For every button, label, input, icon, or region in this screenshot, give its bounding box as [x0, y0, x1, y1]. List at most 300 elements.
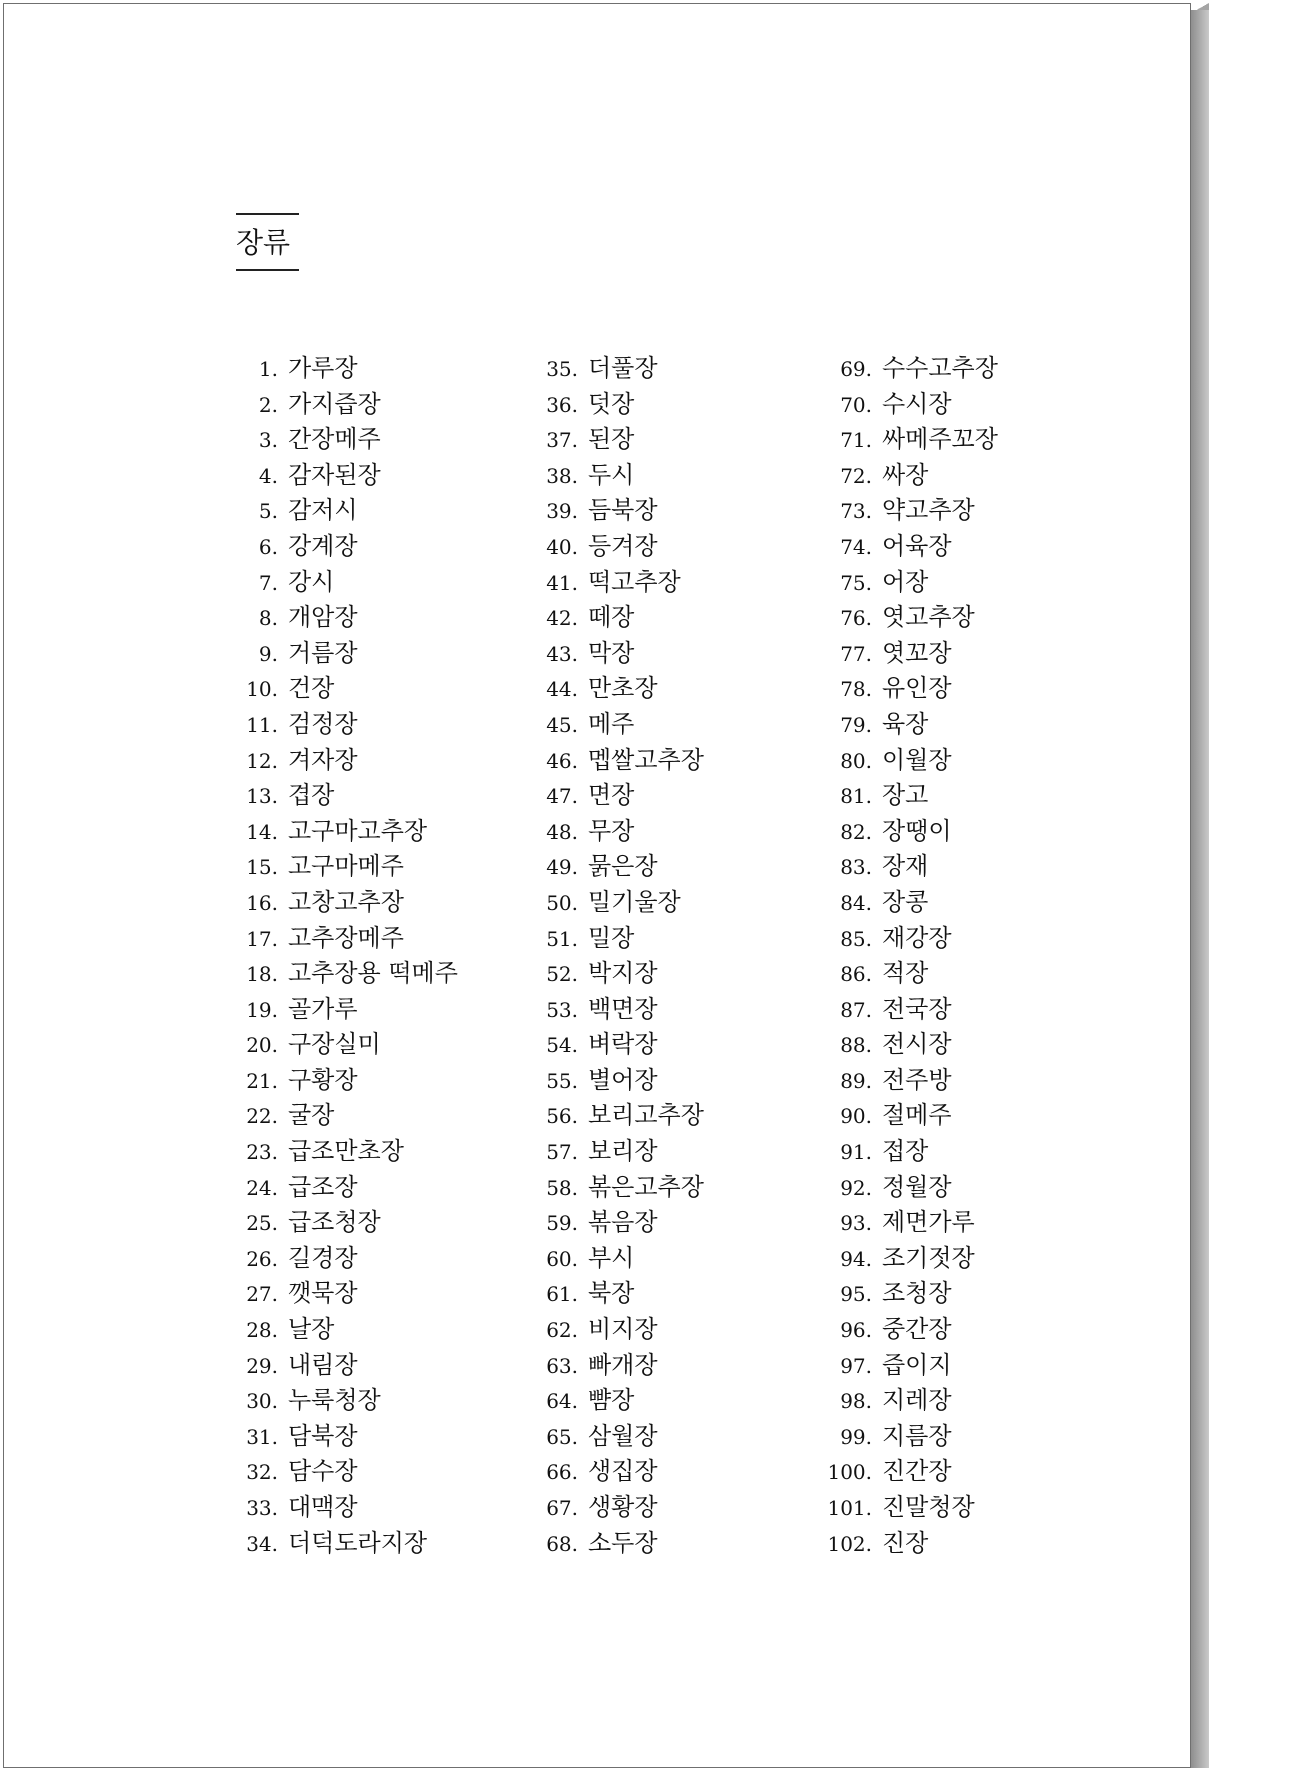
list-column-3 — [826, 351, 998, 1561]
list-item — [532, 493, 704, 529]
list-item — [532, 1063, 704, 1099]
item-name: 백면장 — [588, 994, 658, 1023]
item-name: 조청장 — [882, 1279, 952, 1308]
list-item — [826, 422, 998, 458]
item-number: 6. — [258, 534, 278, 559]
item-number: 7. — [258, 570, 278, 595]
item-name: 등겨장 — [588, 531, 658, 560]
list-item — [232, 921, 458, 957]
item-name: 지름장 — [882, 1421, 952, 1450]
item-name: 고구마고추장 — [288, 816, 428, 845]
list-item — [232, 956, 458, 992]
list-item — [826, 1490, 998, 1526]
item-name: 정월장 — [882, 1172, 952, 1201]
item-number: 18. — [246, 962, 278, 987]
list-item — [232, 1241, 458, 1277]
item-number: 82. — [840, 819, 872, 844]
list-item — [826, 1276, 998, 1312]
list-item — [232, 1490, 458, 1526]
item-number: 92. — [840, 1175, 872, 1200]
item-number: 80. — [840, 748, 872, 773]
list-item — [826, 921, 998, 957]
item-number: 78. — [840, 677, 872, 702]
list-item — [232, 1383, 458, 1419]
item-number: 57. — [546, 1140, 578, 1165]
list-item — [826, 992, 998, 1028]
list-item — [232, 707, 458, 743]
list-item — [232, 1312, 458, 1348]
list-item — [532, 1490, 704, 1526]
item-name: 가루장 — [288, 354, 358, 382]
list-item — [532, 1383, 704, 1419]
item-number: 85. — [840, 926, 872, 951]
item-number: 13. — [246, 784, 278, 809]
item-number: 89. — [840, 1068, 872, 1093]
item-number: 87. — [840, 997, 872, 1022]
item-number: 79. — [840, 712, 872, 737]
item-name: 급조장 — [288, 1172, 358, 1201]
list-item — [532, 1419, 704, 1455]
item-name: 재강장 — [882, 923, 952, 952]
item-name: 벼락장 — [588, 1030, 658, 1059]
item-name: 싸메주꼬장 — [882, 425, 998, 454]
list-item — [232, 600, 458, 636]
item-number: 95. — [840, 1282, 872, 1307]
item-number: 52. — [546, 962, 578, 987]
item-number: 32. — [246, 1460, 278, 1485]
list-item — [826, 1419, 998, 1455]
item-number: 64. — [546, 1389, 578, 1414]
list-item — [826, 600, 998, 636]
item-number: 99. — [840, 1424, 872, 1449]
list-item — [826, 743, 998, 779]
list-item — [532, 814, 704, 850]
item-number: 27. — [246, 1282, 278, 1307]
item-name: 뺨장 — [588, 1386, 635, 1415]
item-name: 밀장 — [588, 923, 635, 952]
list-item — [826, 814, 998, 850]
item-name: 조기젓장 — [882, 1243, 975, 1272]
item-name: 싸장 — [882, 460, 929, 489]
item-name: 묽은장 — [588, 852, 658, 881]
item-name: 중간장 — [882, 1315, 952, 1344]
list-item — [232, 992, 458, 1028]
item-name: 날장 — [288, 1315, 335, 1344]
item-name: 부시 — [588, 1243, 635, 1272]
list-item — [532, 529, 704, 565]
item-number: 14. — [246, 819, 278, 844]
item-name: 장재 — [882, 852, 929, 881]
list-item — [532, 387, 704, 423]
list-item — [532, 1098, 704, 1134]
item-number: 44. — [546, 677, 578, 702]
item-name: 면장 — [588, 781, 635, 810]
item-number: 33. — [246, 1496, 278, 1520]
item-number: 51. — [546, 926, 578, 951]
list-item — [232, 1098, 458, 1134]
item-number: 26. — [246, 1246, 278, 1271]
item-name: 내림장 — [288, 1350, 358, 1379]
item-number: 11. — [246, 712, 278, 737]
list-item — [532, 422, 704, 458]
list-item — [232, 1027, 458, 1063]
list-item — [232, 814, 458, 850]
item-name: 만초장 — [588, 674, 658, 703]
item-number: 58. — [546, 1175, 578, 1200]
list-item — [826, 1454, 998, 1490]
item-name: 덧장 — [588, 389, 635, 418]
item-name: 북장 — [588, 1279, 635, 1308]
list-item — [532, 1454, 704, 1490]
list-item — [532, 1312, 704, 1348]
item-name: 메주 — [588, 709, 635, 738]
list-item — [826, 1170, 998, 1206]
item-number: 88. — [840, 1033, 872, 1058]
item-name: 감자된장 — [288, 460, 381, 489]
list-item — [532, 956, 704, 992]
list-item — [532, 565, 704, 601]
list-item — [232, 1454, 458, 1490]
list-item — [826, 1063, 998, 1099]
item-number: 48. — [546, 819, 578, 844]
item-name: 겹장 — [288, 781, 335, 810]
item-number: 83. — [840, 855, 872, 880]
item-name: 보리장 — [588, 1137, 658, 1166]
item-number: 53. — [546, 997, 578, 1022]
item-name: 고창고추장 — [288, 887, 404, 916]
list-item — [826, 849, 998, 885]
item-number: 62. — [546, 1318, 578, 1343]
item-number: 28. — [246, 1318, 278, 1343]
list-item — [826, 1027, 998, 1063]
list-item — [826, 387, 998, 423]
item-number: 21. — [246, 1068, 278, 1093]
item-number: 16. — [246, 890, 278, 915]
item-name: 깻묵장 — [288, 1279, 358, 1308]
item-number: 70. — [840, 392, 872, 417]
item-name: 강계장 — [288, 531, 358, 560]
item-name: 절메주 — [882, 1101, 952, 1130]
item-number: 8. — [258, 606, 278, 631]
item-name: 별어장 — [588, 1065, 658, 1094]
list-item — [826, 1312, 998, 1348]
item-number: 31. — [246, 1424, 278, 1449]
item-name: 개암장 — [288, 603, 358, 632]
item-name: 엿고추장 — [882, 603, 975, 632]
list-item — [826, 636, 998, 672]
item-name: 약고추장 — [882, 496, 975, 525]
item-name: 떼장 — [588, 603, 635, 632]
item-name: 골가루 — [288, 994, 358, 1023]
list-item — [232, 671, 458, 707]
item-name: 누룩청장 — [288, 1386, 381, 1415]
item-number: 100. — [827, 1460, 872, 1485]
list-item — [532, 885, 704, 921]
item-number: 86. — [840, 962, 872, 987]
list-item — [232, 387, 458, 423]
item-name: 수시장 — [882, 389, 952, 418]
item-number: 54. — [546, 1033, 578, 1058]
item-number: 15. — [246, 855, 278, 880]
item-name: 적장 — [882, 959, 929, 988]
list-item — [532, 636, 704, 672]
item-name: 장땡이 — [882, 816, 952, 845]
item-number: 55. — [546, 1068, 578, 1093]
page-stack-shadow — [1191, 10, 1209, 1768]
item-number: 47. — [546, 784, 578, 809]
list-item — [232, 778, 458, 814]
item-name: 진장 — [882, 1528, 929, 1557]
list-item — [232, 1419, 458, 1455]
list-item — [232, 493, 458, 529]
item-name: 삼월장 — [588, 1421, 658, 1450]
item-number: 36. — [546, 392, 578, 417]
list-item — [826, 707, 998, 743]
item-number: 76. — [840, 606, 872, 631]
list-item — [532, 1276, 704, 1312]
item-number: 23. — [246, 1140, 278, 1165]
list-item — [532, 1170, 704, 1206]
section-title: 장류 — [236, 213, 299, 271]
item-name: 장고 — [882, 781, 929, 810]
item-number: 93. — [840, 1211, 872, 1236]
list-item — [232, 565, 458, 601]
item-number: 42. — [546, 606, 578, 631]
list-item — [532, 1241, 704, 1277]
item-name: 볶음장 — [588, 1208, 658, 1237]
list-item — [232, 849, 458, 885]
item-name: 두시 — [588, 460, 635, 489]
list-item — [232, 743, 458, 779]
list-item — [532, 351, 704, 387]
item-name: 대맥장 — [288, 1493, 358, 1521]
item-name: 더풀장 — [588, 354, 658, 382]
item-number: 67. — [546, 1496, 578, 1520]
item-name: 급조만초장 — [288, 1137, 404, 1166]
item-name: 보리고추장 — [588, 1101, 704, 1130]
list-item — [232, 1205, 458, 1241]
item-number: 81. — [840, 784, 872, 809]
item-name: 멥쌀고추장 — [588, 745, 704, 774]
item-name: 떡고추장 — [588, 567, 681, 596]
item-name: 어육장 — [882, 531, 952, 560]
item-number: 22. — [246, 1104, 278, 1129]
item-number: 24. — [246, 1175, 278, 1200]
list-item — [826, 565, 998, 601]
item-name: 듬북장 — [588, 496, 658, 525]
item-number: 43. — [546, 641, 578, 666]
item-name: 겨자장 — [288, 745, 358, 774]
item-name: 된장 — [588, 425, 635, 454]
list-item — [532, 458, 704, 494]
list-item — [532, 600, 704, 636]
item-number: 90. — [840, 1104, 872, 1129]
item-number: 30. — [246, 1389, 278, 1414]
item-name: 막장 — [588, 638, 635, 667]
list-item — [532, 743, 704, 779]
item-number: 84. — [840, 890, 872, 915]
item-number: 9. — [258, 641, 278, 666]
item-number: 19. — [246, 997, 278, 1022]
list-item — [826, 1205, 998, 1241]
item-name: 감저시 — [288, 496, 358, 525]
item-name: 지레장 — [882, 1386, 952, 1415]
list-item — [826, 493, 998, 529]
item-name: 담북장 — [288, 1421, 358, 1450]
item-number: 73. — [840, 499, 872, 524]
item-number: 25. — [246, 1211, 278, 1236]
list-item — [232, 458, 458, 494]
item-name: 볶은고추장 — [588, 1172, 704, 1201]
list-item — [232, 1134, 458, 1170]
list-item — [232, 1526, 458, 1562]
list-item — [532, 1027, 704, 1063]
item-name: 이월장 — [882, 745, 952, 774]
item-number: 20. — [246, 1033, 278, 1058]
item-name: 무장 — [588, 816, 635, 845]
list-item — [826, 1098, 998, 1134]
list-item — [232, 1276, 458, 1312]
item-name: 검정장 — [288, 709, 358, 738]
item-name: 생집장 — [588, 1457, 658, 1486]
item-number: 77. — [840, 641, 872, 666]
list-item — [532, 671, 704, 707]
list-item — [232, 636, 458, 672]
list-item — [232, 1348, 458, 1384]
list-item — [532, 707, 704, 743]
item-number: 49. — [546, 855, 578, 880]
list-column-1 — [232, 351, 458, 1561]
list-item — [826, 1241, 998, 1277]
item-name: 전시장 — [882, 1030, 952, 1059]
item-name: 고추장용 떡메주 — [288, 959, 458, 988]
item-name: 접장 — [882, 1137, 929, 1166]
item-number: 46. — [546, 748, 578, 773]
item-name: 더덕도라지장 — [288, 1528, 428, 1557]
list-item — [232, 1063, 458, 1099]
item-name: 밀기울장 — [588, 887, 681, 916]
item-name: 제면가루 — [882, 1208, 975, 1237]
item-number: 71. — [840, 428, 872, 453]
item-name: 급조청장 — [288, 1208, 381, 1237]
item-number: 34. — [246, 1531, 278, 1556]
item-number: 69. — [840, 357, 872, 381]
list-item — [532, 849, 704, 885]
item-name: 고추장메주 — [288, 923, 404, 952]
list-item — [826, 1526, 998, 1562]
item-name: 강시 — [288, 567, 335, 596]
item-name: 육장 — [882, 709, 929, 738]
item-name: 간장메주 — [288, 425, 381, 454]
item-number: 91. — [840, 1140, 872, 1165]
list-item — [232, 529, 458, 565]
list-item — [232, 422, 458, 458]
item-number: 10. — [246, 677, 278, 702]
item-name: 건장 — [288, 674, 335, 703]
item-name: 전국장 — [882, 994, 952, 1023]
item-number: 56. — [546, 1104, 578, 1129]
item-name: 어장 — [882, 567, 929, 596]
item-number: 29. — [246, 1353, 278, 1378]
item-number: 74. — [840, 534, 872, 559]
list-item — [826, 351, 998, 387]
item-number: 37. — [546, 428, 578, 453]
list-item — [532, 1348, 704, 1384]
item-number: 5. — [258, 499, 278, 524]
item-number: 41. — [546, 570, 578, 595]
item-name: 고구마메주 — [288, 852, 404, 881]
item-number: 101. — [827, 1496, 872, 1520]
list-column-2 — [532, 351, 704, 1561]
item-name: 진간장 — [882, 1457, 952, 1486]
item-number: 102. — [827, 1531, 872, 1556]
item-number: 40. — [546, 534, 578, 559]
item-name: 길경장 — [288, 1243, 358, 1272]
item-name: 담수장 — [288, 1457, 358, 1486]
item-number: 12. — [246, 748, 278, 773]
list-item — [826, 956, 998, 992]
item-name: 장콩 — [882, 887, 929, 916]
item-name: 전주방 — [882, 1065, 952, 1094]
item-number: 3. — [258, 428, 278, 453]
list-item — [826, 1348, 998, 1384]
item-number: 17. — [246, 926, 278, 951]
item-name: 진말청장 — [882, 1493, 975, 1521]
list-item — [826, 1383, 998, 1419]
item-number: 75. — [840, 570, 872, 595]
document-page — [3, 3, 1191, 1768]
item-number: 61. — [546, 1282, 578, 1307]
item-name: 수수고추장 — [882, 354, 998, 382]
item-number: 35. — [546, 357, 578, 381]
list-item — [532, 778, 704, 814]
list-item — [232, 1170, 458, 1206]
item-name: 즙이지 — [882, 1350, 952, 1379]
item-number: 45. — [546, 712, 578, 737]
item-number: 2. — [258, 392, 278, 417]
list-item — [826, 671, 998, 707]
item-name: 비지장 — [588, 1315, 658, 1344]
item-number: 60. — [546, 1246, 578, 1271]
item-name: 굴장 — [288, 1101, 335, 1130]
item-number: 59. — [546, 1211, 578, 1236]
list-item — [532, 1526, 704, 1562]
list-item — [826, 458, 998, 494]
item-number: 66. — [546, 1460, 578, 1485]
item-name: 거름장 — [288, 638, 358, 667]
list-item — [232, 351, 458, 387]
item-name: 가지즙장 — [288, 389, 381, 418]
item-number: 38. — [546, 463, 578, 488]
item-number: 4. — [258, 463, 278, 488]
list-item — [826, 778, 998, 814]
item-name: 구황장 — [288, 1065, 358, 1094]
list-item — [532, 992, 704, 1028]
list-item — [532, 1205, 704, 1241]
item-number: 39. — [546, 499, 578, 524]
list-item — [532, 921, 704, 957]
list-item — [826, 1134, 998, 1170]
item-name: 생황장 — [588, 1493, 658, 1521]
item-number: 1. — [258, 357, 278, 381]
item-name: 구장실미 — [288, 1030, 381, 1059]
item-number: 63. — [546, 1353, 578, 1378]
list-item — [232, 885, 458, 921]
item-number: 96. — [840, 1318, 872, 1343]
item-name: 박지장 — [588, 959, 658, 988]
item-number: 68. — [546, 1531, 578, 1556]
item-number: 72. — [840, 463, 872, 488]
